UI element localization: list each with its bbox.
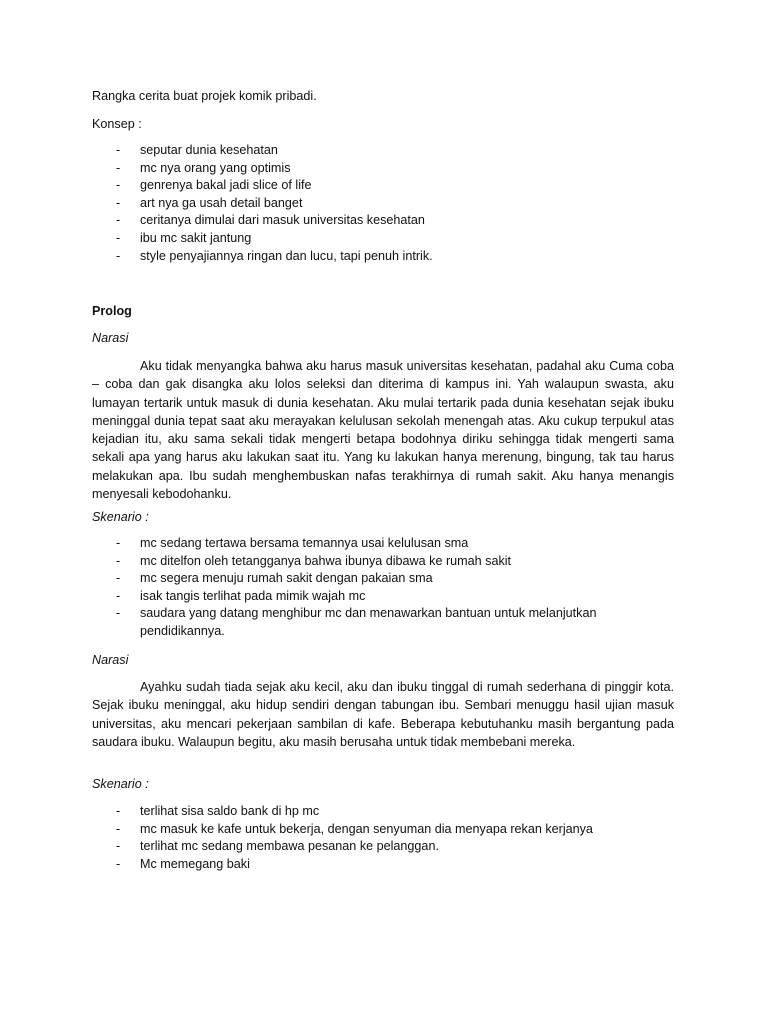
bullet-dash: - xyxy=(116,160,121,175)
bullet-dash: - xyxy=(116,804,121,818)
bullet-dash: - xyxy=(116,553,121,568)
skenario-list xyxy=(92,535,652,641)
list-item: - genrenya bakal jadi slice of life xyxy=(92,177,652,195)
bullet-dash: - xyxy=(116,571,121,586)
bullet-dash: - xyxy=(116,536,121,550)
skenario-label: Skenario : xyxy=(92,777,149,791)
narasi-paragraph: Ayahku sudah tiada sejak aku kecil, aku dan ibuku tinggal di rumah sederhana di pinggir kota. Sejak ibuku meninggal, aku hidup sendiri dengan tabungan ibu. Sembari menuggu hasil ujian masuk universitas, aku mencari pekerjaan sambilan di kafe. Beberapa kebutuhanku masih bergantung pada saudara ibuku. Walaupun begitu, aku masih berusaha untuk tidak membebani mereka. xyxy=(92,680,674,749)
list-item: - saudara yang datang menghibur mc dan menawarkan bantuan untuk melanjutkan pendidikannya. xyxy=(116,606,597,638)
list-item: - mc segera menuju rumah sakit dengan pakaian sma xyxy=(92,570,652,588)
list-item: - mc masuk ke kafe untuk bekerja, dengan senyuman dia menyapa rekan kerjanya xyxy=(92,821,652,839)
bullet-dash: - xyxy=(116,588,121,603)
bullet-dash: - xyxy=(116,213,121,228)
konsep-list xyxy=(92,142,652,265)
list-item: - terlihat mc sedang membawa pesanan ke pelanggan. xyxy=(92,838,652,856)
bullet-dash: - xyxy=(116,856,121,871)
bullet-dash: - xyxy=(116,839,121,854)
bullet-dash: - xyxy=(116,230,121,245)
narasi-label: Narasi xyxy=(92,653,129,667)
list-item: - Mc memegang baki xyxy=(92,856,652,874)
konsep-label: Konsep : xyxy=(92,117,142,131)
skenario-label: Skenario : xyxy=(92,510,149,524)
list-item: - mc sedang tertawa bersama temannya usai kelulusan sma xyxy=(92,535,652,553)
prolog-heading: Prolog xyxy=(92,304,132,318)
list-item: - isak tangis terlihat pada mimik wajah mc xyxy=(92,588,652,606)
narasi-paragraph: Aku tidak menyangka bahwa aku harus masuk universitas kesehatan, padahal aku Cuma coba – coba dan gak disangka aku lolos seleksi dan diterima di kampus ini. Yah walaupun swasta, aku lumayan tertarik untuk masuk di dunia kesehatan. Aku mulai tertarik pada dunia kesehatan sejak ibuku meninggal dunia tepat saat aku merayakan kelulusan sekolah menengah atas. Aku cukup terpukul atas kejadian itu, aku sama sekali tidak mengerti betapa bodohnya diriku sehingga tidak mengerti sama sekali apa yang harus aku lakukan saat itu. Yang ku lakukan hanya merenung, bingung, tak tau harus melakukan apa. Ibu sudah menghembuskan nafas terakhirnya di rumah sakit. Aku hanya menangis menyesali kebodohanku. xyxy=(92,359,674,502)
list-item: - ibu mc sakit jantung xyxy=(92,230,652,248)
bullet-dash: - xyxy=(116,178,121,193)
narasi-label: Narasi xyxy=(92,331,129,345)
list-item: - mc ditelfon oleh tetangganya bahwa ibunya dibawa ke rumah sakit xyxy=(92,553,652,571)
list-item: - mc nya orang yang optimis xyxy=(92,160,652,178)
list-item: - terlihat sisa saldo bank di hp mc xyxy=(92,803,652,821)
bullet-dash: - xyxy=(116,606,121,621)
bullet-dash: - xyxy=(116,821,121,836)
skenario-list xyxy=(92,803,652,873)
list-item: - style penyajiannya ringan dan lucu, tapi penuh intrik. xyxy=(92,248,652,266)
bullet-dash: - xyxy=(116,143,121,157)
list-item: - art nya ga usah detail banget xyxy=(92,195,652,213)
bullet-dash: - xyxy=(116,248,121,263)
list-item: - ceritanya dimulai dari masuk universitas kesehatan xyxy=(92,212,652,230)
list-item: - seputar dunia kesehatan xyxy=(92,142,652,160)
bullet-dash: - xyxy=(116,195,121,210)
document-title: Rangka cerita buat projek komik pribadi. xyxy=(92,89,317,103)
